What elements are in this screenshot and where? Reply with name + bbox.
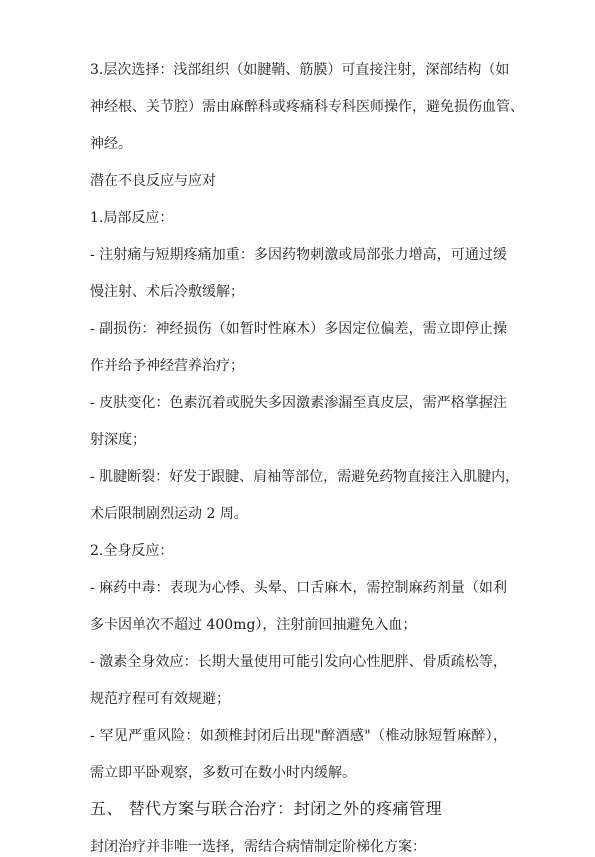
text-line: - 激素全身效应：长期大量使用可能引发向心性肥胖、骨质疏松等， xyxy=(90,654,507,670)
section-title: 潜在不良反应与应对 xyxy=(90,173,216,189)
text-line: - 皮肤变化：色素沉着或脱失多因激素渗漏至真皮层，需严格掌握注 xyxy=(90,395,507,411)
text-line: 多卡因单次不超过 400mg），注射前回抽避免入血； xyxy=(90,617,417,633)
text-line: - 注射痛与短期疼痛加重：多因药物刺激或局部张力增高，可通过缓 xyxy=(90,247,507,263)
text-line: 规范疗程可有效规避； xyxy=(90,691,230,707)
text-line: - 罕见严重风险：如颈椎封闭后出现"醉酒感"（椎动脉短暂麻醉）， xyxy=(90,728,507,744)
systemic-item-anesthetic-toxicity xyxy=(90,578,507,635)
local-item-side-injury xyxy=(90,319,507,376)
text-line: 术后限制剧烈运动 2 周。 xyxy=(90,506,248,522)
local-item-tendon-rupture xyxy=(90,467,520,524)
text-line: 需立即平卧观察，多数可在数小时内缓解。 xyxy=(90,765,356,781)
text-line: 射深度； xyxy=(90,432,146,448)
text-line: 神经根、关节腔）需由麻醉科或疼痛科专科医师操作，避免损伤血管、 xyxy=(90,99,524,115)
text-line: - 麻药中毒：表现为心悸、头晕、口舌麻木，需控制麻药剂量（如利 xyxy=(90,580,507,596)
text-line: 3.层次选择：浅部组织（如腱鞘、筋膜）可直接注射，深部结构（如 xyxy=(90,62,510,78)
local-reaction-title: 1.局部反应： xyxy=(90,210,174,226)
chapter-heading: 五、 替代方案与联合治疗：封闭之外的疼痛管理 xyxy=(90,799,443,818)
systemic-reaction-title: 2.全身反应： xyxy=(90,543,174,559)
local-item-skin-change xyxy=(90,393,507,450)
text-line: - 肌腱断裂：好发于跟腱、肩袖等部位，需避免药物直接注入肌腱内， xyxy=(90,469,520,485)
text-line: 神经。 xyxy=(90,136,132,152)
text-line: 慢注射、术后冷敷缓解； xyxy=(90,284,244,300)
local-item-injection-pain xyxy=(90,245,507,302)
paragraph-layer-selection xyxy=(90,60,524,154)
systemic-item-rare-risk xyxy=(90,726,507,783)
systemic-item-steroid-effect xyxy=(90,652,507,709)
text-line: - 副损伤：神经损伤（如暂时性麻木）多因定位偏差，需立即停止操 xyxy=(90,321,507,337)
closing-paragraph: 封闭治疗并非唯一选择，需结合病情制定阶梯化方案： xyxy=(90,839,426,855)
text-line: 作并给予神经营养治疗； xyxy=(90,358,244,374)
